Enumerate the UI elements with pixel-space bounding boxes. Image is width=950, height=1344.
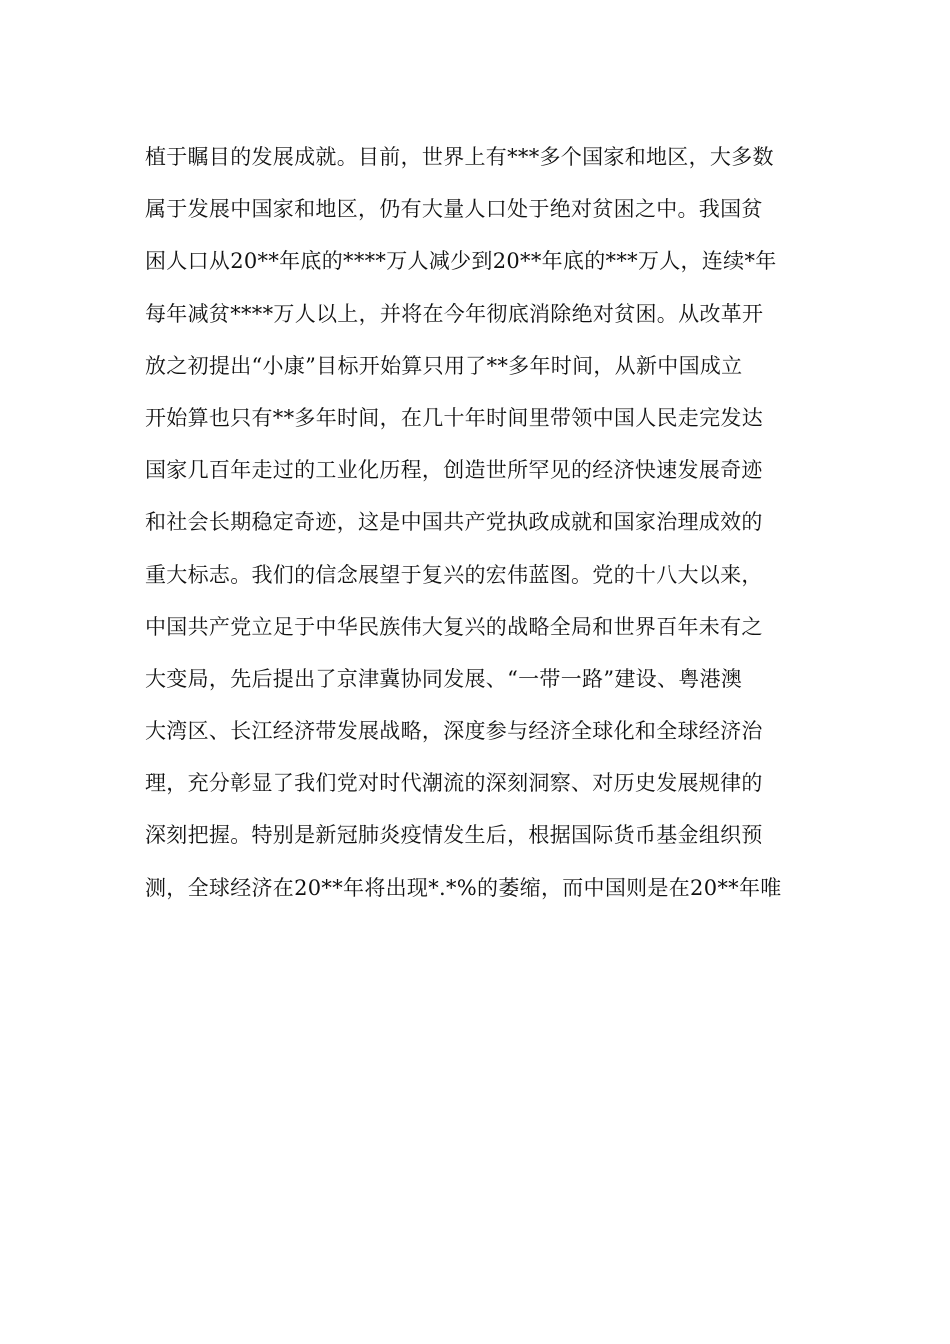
text-line: 国家几百年走过的工业化历程，创造世所罕见的经济快速发展奇迹	[145, 458, 763, 483]
text-line: 测，全球经济在20**年将出现*.*%的萎缩，而中国则是在20**年唯	[145, 875, 782, 900]
text-line: 深刻把握。特别是新冠肺炎疫情发生后，根据国际货币基金组织预	[145, 823, 763, 848]
text-line: 中国共产党立足于中华民族伟大复兴的战略全局和世界百年未有之	[145, 614, 763, 639]
text-line: 放之初提出“小康”目标开始算只用了**多年时间，从新中国成立	[145, 353, 743, 378]
text-line: 困人口从20**年底的****万人减少到20**年底的***万人，连续*年	[145, 249, 777, 274]
text-line: 大湾区、长江经济带发展战略，深度参与经济全球化和全球经济治	[145, 719, 763, 744]
text-line: 属于发展中国家和地区，仍有大量人口处于绝对贫困之中。我国贫	[145, 197, 763, 222]
text-line: 开始算也只有**多年时间，在几十年时间里带领中国人民走完发达	[145, 405, 763, 430]
text-line: 大变局，先后提出了京津冀协同发展、“一带一路”建设、粤港澳	[145, 666, 743, 691]
text-line: 理，充分彰显了我们党对时代潮流的深刻洞察、对历史发展规律的	[145, 771, 763, 796]
text-line: 重大标志。我们的信念展望于复兴的宏伟蓝图。党的十八大以来，	[145, 562, 763, 587]
text-line: 每年减贫****万人以上，并将在今年彻底消除绝对贫困。从改革开	[145, 301, 764, 326]
body-paragraph	[145, 131, 805, 914]
text-line: 和社会长期稳定奇迹，这是中国共产党执政成就和国家治理成效的	[145, 510, 763, 535]
text-line: 植于瞩目的发展成就。目前，世界上有***多个国家和地区，大多数	[145, 145, 774, 169]
